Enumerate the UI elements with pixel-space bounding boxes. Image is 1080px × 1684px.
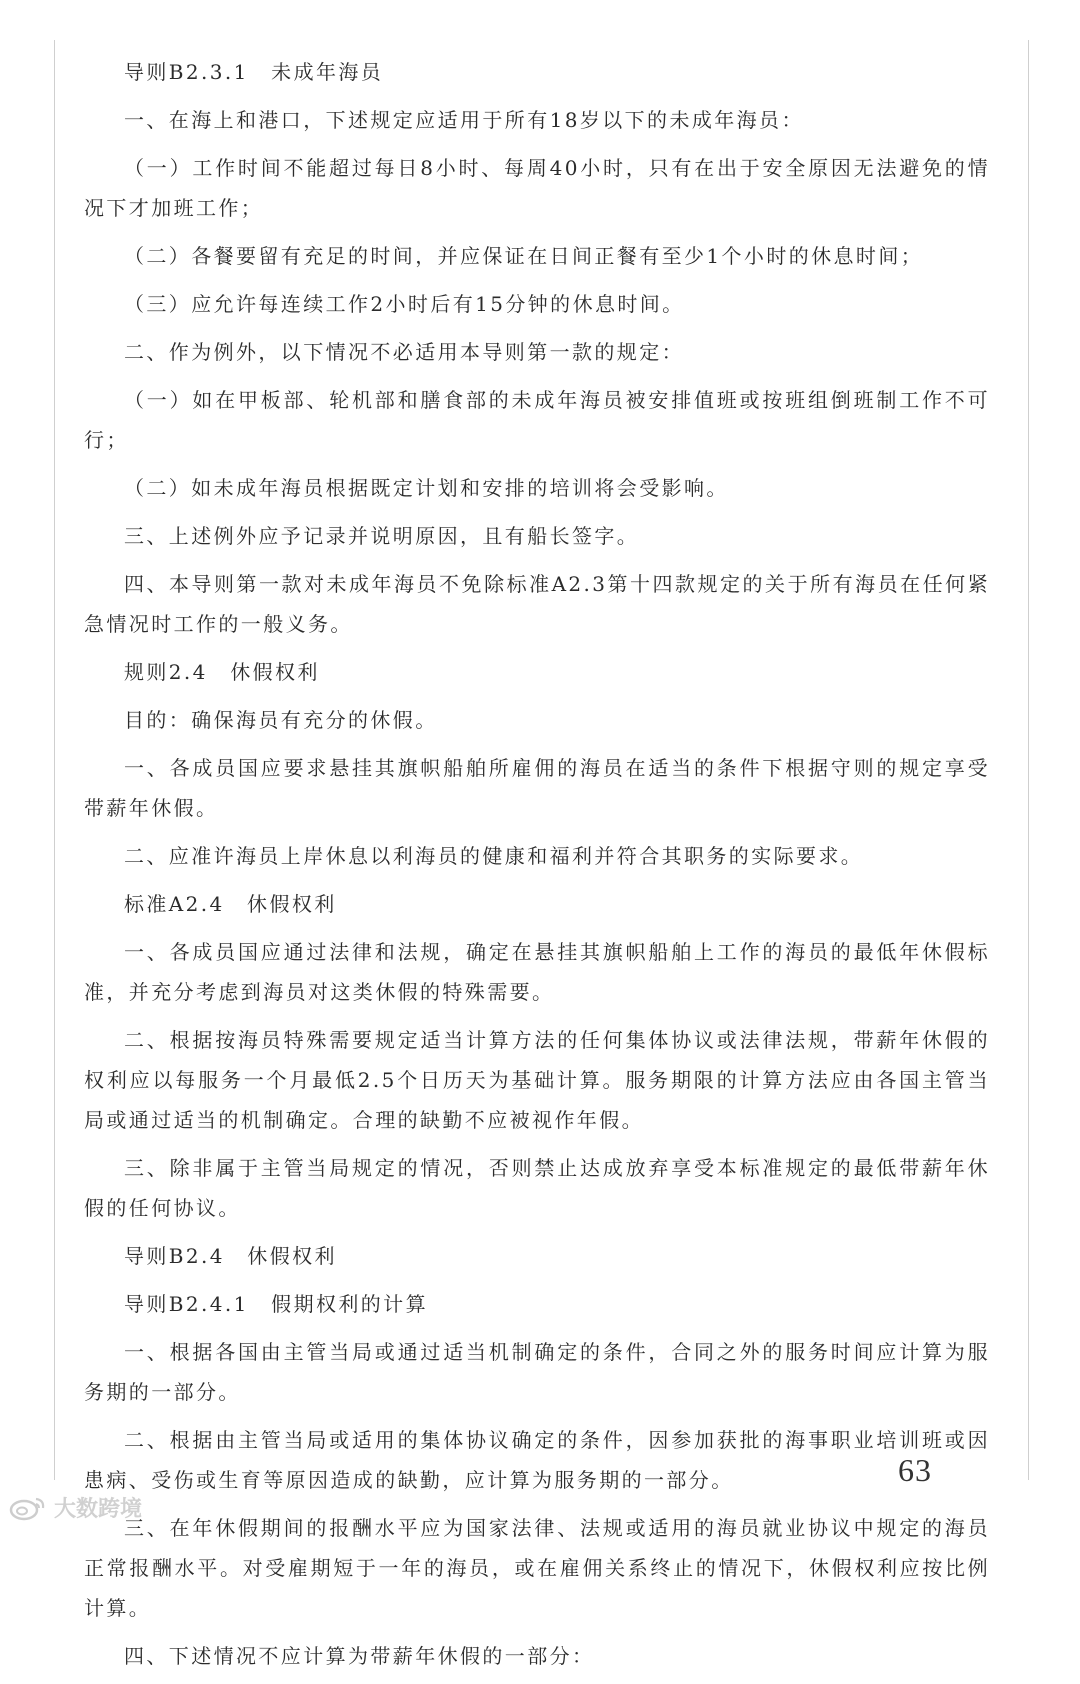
paragraph: 二、作为例外，以下情况不必适用本导则第一款的规定： xyxy=(124,340,684,364)
paragraph: （三）应允许每连续工作2小时后有15分钟的休息时间。 xyxy=(124,292,685,316)
paragraph: 一、根据各国由主管当局或通过适当机制确定的条件，合同之外的服务时间应计算为服务期的一部分。 xyxy=(84,1340,990,1404)
paragraph: 二、应准许海员上岸休息以利海员的健康和福利并符合其职务的实际要求。 xyxy=(124,844,864,868)
paragraph: 目的：确保海员有充分的休假。 xyxy=(124,708,438,732)
paragraph: （二）如未成年海员根据既定计划和安排的培训将会受影响。 xyxy=(124,476,729,500)
right-margin-rule xyxy=(1028,40,1029,1480)
document-body xyxy=(84,52,990,1684)
paragraph: （一）如在甲板部、轮机部和膳食部的未成年海员被安排值班或按班组倒班制工作不可行； xyxy=(84,388,990,452)
paragraph: 三、除非属于主管当局规定的情况，否则禁止达成放弃享受本标准规定的最低带薪年休假的任何协议。 xyxy=(84,1156,990,1220)
paragraph: 三、上述例外应予记录并说明原因，且有船长签字。 xyxy=(124,524,640,548)
section-heading: 导则B2.3.1 未成年海员 xyxy=(124,60,384,84)
paragraph: （二）各餐要留有充足的时间，并应保证在日间正餐有至少1个小时的休息时间； xyxy=(124,244,924,268)
paragraph: 一、在海上和港口，下述规定应适用于所有18岁以下的未成年海员： xyxy=(124,108,804,132)
paragraph: 一、各成员国应要求悬挂其旗帜船舶所雇佣的海员在适当的条件下根据守则的规定享受带薪年休假。 xyxy=(84,756,990,820)
paragraph: （一）工作时间不能超过每日8小时、每周40小时，只有在出于安全原因无法避免的情况下才加班工作； xyxy=(84,156,990,220)
watermark xyxy=(8,1492,142,1523)
paragraph: 二、根据由主管当局或适用的集体协议确定的条件，因参加获批的海事职业培训班或因患病、受伤或生育等原因造成的缺勤，应计算为服务期的一部分。 xyxy=(84,1428,990,1492)
paragraph: 三、在年休假期间的报酬水平应为国家法律、法规或适用的海员就业协议中规定的海员正常报酬水平。对受雇期短于一年的海员，或在雇佣关系终止的情况下，休假权利应按比例计算。 xyxy=(84,1516,990,1620)
section-heading: 规则2.4 休假权利 xyxy=(124,660,320,684)
paragraph: 一、各成员国应通过法律和法规，确定在悬挂其旗帜船舶上工作的海员的最低年休假标准，并充分考虑到海员对这类休假的特殊需要。 xyxy=(84,940,990,1004)
left-margin-rule xyxy=(54,40,55,1480)
section-heading: 标准A2.4 休假权利 xyxy=(124,892,337,916)
watermark-text: 大数跨境 xyxy=(54,1497,143,1522)
section-heading: 导则B2.4.1 假期权利的计算 xyxy=(124,1292,428,1316)
weibo-logo-icon xyxy=(8,1495,48,1521)
section-heading: 导则B2.4 休假权利 xyxy=(124,1244,337,1268)
page-number: 63 xyxy=(898,1452,932,1488)
paragraph: 二、根据按海员特殊需要规定适当计算方法的任何集体协议或法律法规，带薪年休假的权利应以每服务一个月最低2.5个日历天为基础计算。服务期限的计算方法应由各国主管当局或通过适当的机制确定。合理的缺勤不应被视作年假。 xyxy=(84,1028,990,1132)
paragraph: 四、本导则第一款对未成年海员不免除标准A2.3第十四款规定的关于所有海员在任何紧急情况时工作的一般义务。 xyxy=(84,572,990,636)
paragraph: 四、下述情况不应计算为带薪年休假的一部分： xyxy=(124,1644,595,1668)
